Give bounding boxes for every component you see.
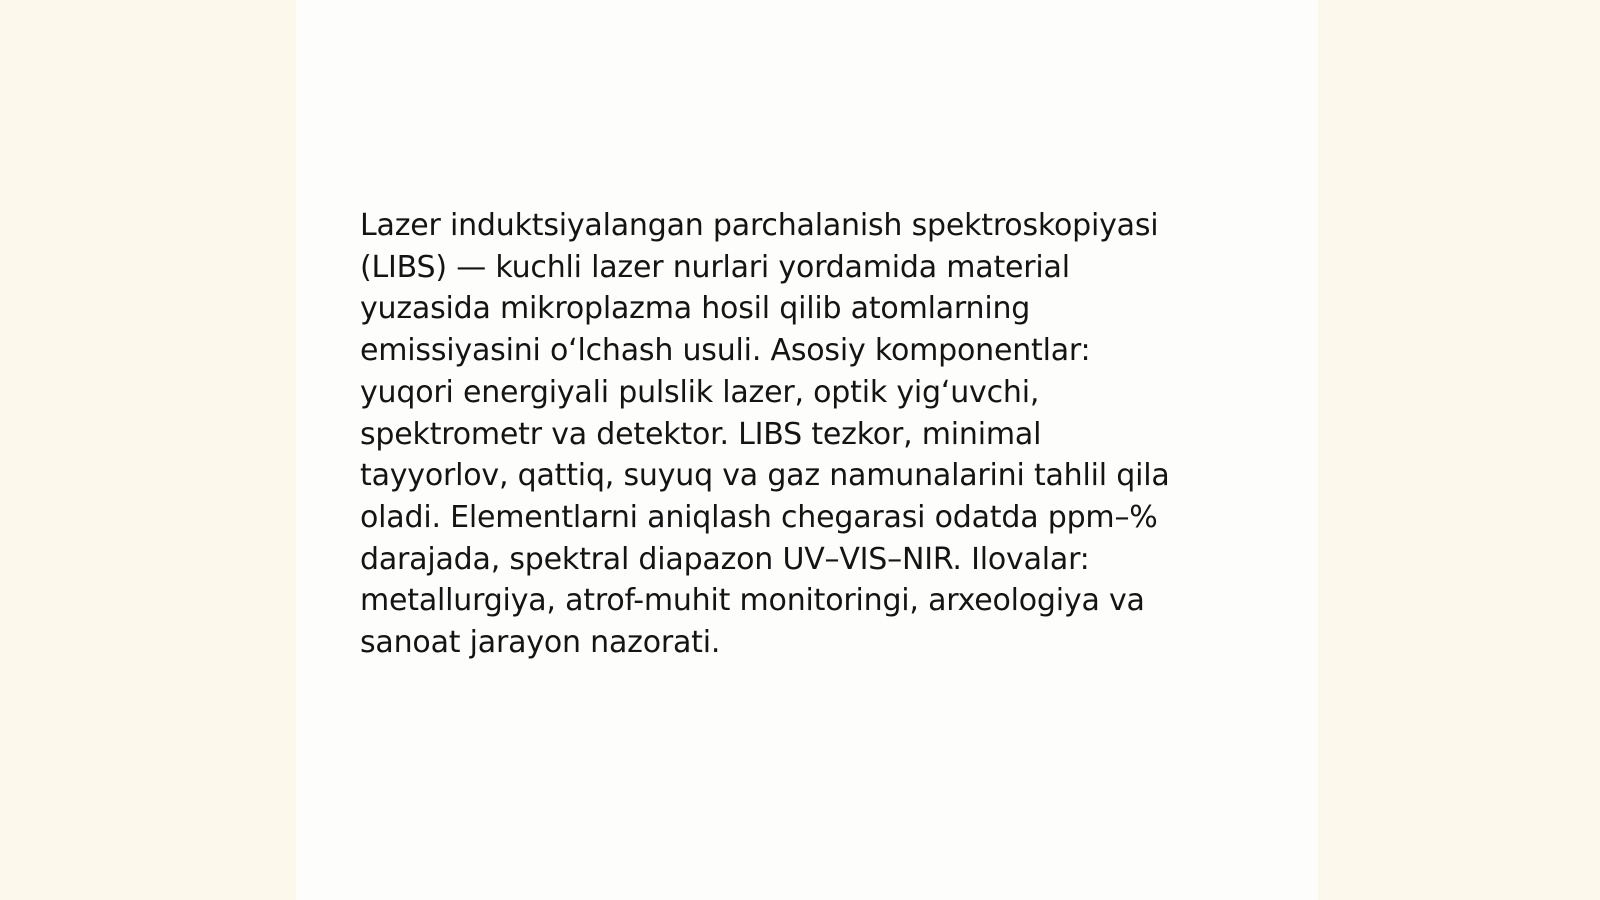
slide-canvas xyxy=(296,0,1318,900)
body-text-line: spektrometr va detektor. LIBS tezkor, minimal xyxy=(360,416,1042,452)
body-text-line: yuzasida mikroplazma hosil qilib atomlarning xyxy=(360,291,1031,327)
body-text-line: darajada, spektral diapazon UV–VIS–NIR. Ilovalar: xyxy=(360,541,1090,577)
body-text-line: metallurgiya, atrof-muhit monitoringi, arxeologiya va xyxy=(360,583,1145,619)
body-text-line: emissiyasini o‘lchash usuli. Asosiy komponentlar: xyxy=(360,333,1091,369)
body-text-line: Lazer induktsiyalangan parchalanish spektroskopiyasi xyxy=(360,208,1159,243)
body-text-line: (LIBS) — kuchli lazer nurlari yordamida material xyxy=(360,249,1070,285)
slide-body-text xyxy=(360,205,1260,664)
body-text-line: yuqori energiyali pulslik lazer, optik yig‘uvchi, xyxy=(360,374,1040,410)
body-text-line: oladi. Elementlarni aniqlash chegarasi odatda ppm–% xyxy=(360,499,1158,535)
body-text-line: tayyorlov, qattiq, suyuq va gaz namunalarini tahlil qila xyxy=(360,458,1170,494)
body-text-line: sanoat jarayon nazorati. xyxy=(360,625,721,661)
